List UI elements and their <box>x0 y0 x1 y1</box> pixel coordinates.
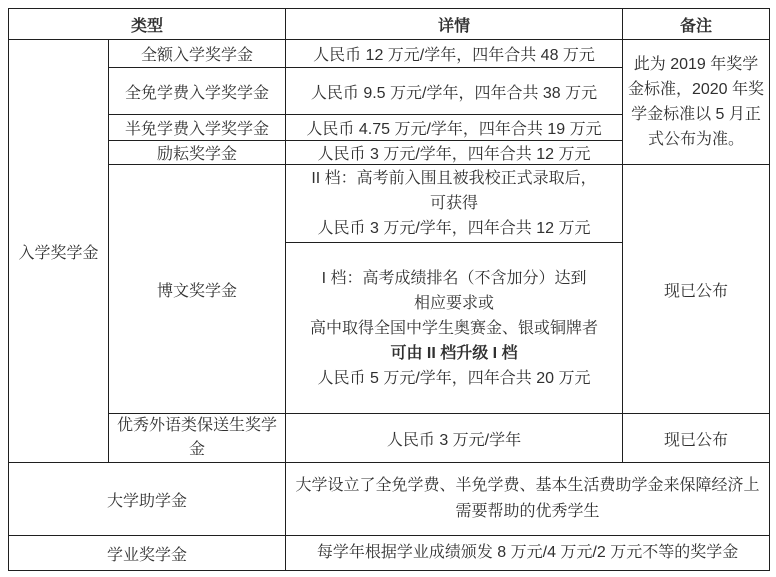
table-header-row <box>9 9 770 40</box>
col-header-details: 详情 <box>286 9 623 40</box>
cell-remark-bowen: 现已公布 <box>623 165 770 414</box>
cell-type-liyun: 励耘奖学金 <box>109 141 286 165</box>
col-header-remarks: 备注 <box>623 9 770 40</box>
tier1-line-upgrade-bold: 可由 II 档升级 I 档 <box>390 344 518 362</box>
cell-detail-full: 人民币 12 万元/学年，四年合共 48 万元 <box>286 40 623 68</box>
cell-detail-liyun: 人民币 3 万元/学年，四年合共 12 万元 <box>286 141 623 165</box>
cell-type-full-tuition: 全免学费入学奖学金 <box>109 68 286 115</box>
table-row <box>9 536 770 571</box>
cell-type-bowen: 博文奖学金 <box>109 165 286 414</box>
tier2-line-3: 人民币 3 万元/学年，四年合共 12 万元 <box>317 220 591 237</box>
cell-detail-bowen-tier1 <box>286 243 623 414</box>
cell-type-language: 优秀外语类保送生奖学金 <box>109 414 286 463</box>
cell-remark-2019: 此为 2019 年奖学金标准，2020 年奖学金标准以 5 月正式公布为准。 <box>623 40 770 165</box>
scholarship-table <box>8 8 770 571</box>
cell-remark-language: 现已公布 <box>623 414 770 463</box>
cell-detail-full-tuition: 人民币 9.5 万元/学年，四年合共 38 万元 <box>286 68 623 115</box>
table-row <box>9 463 770 536</box>
cell-type-academic: 学业奖学金 <box>9 536 286 571</box>
col-header-type: 类型 <box>9 9 286 40</box>
cell-category-entrance: 入学奖学金 <box>9 40 109 463</box>
cell-type-university-aid: 大学助学金 <box>9 463 286 536</box>
cell-detail-language: 人民币 3 万元/学年 <box>286 414 623 463</box>
tier1-line-2: 相应要求或 <box>414 294 495 312</box>
cell-detail-bowen-tier2 <box>286 165 623 243</box>
tier2-line-2: 可获得 <box>430 195 479 212</box>
tier1-line-1: I 档：高考成绩排名（不含加分）达到 <box>321 269 587 287</box>
cell-type-full: 全额入学奖学金 <box>109 40 286 68</box>
table-row <box>9 40 770 68</box>
cell-type-half-tuition: 半免学费入学奖学金 <box>109 115 286 141</box>
cell-detail-half-tuition: 人民币 4.75 万元/学年，四年合共 19 万元 <box>286 115 623 141</box>
table-row <box>9 414 770 463</box>
cell-detail-academic: 每学年根据学业成绩颁发 8 万元/4 万元/2 万元不等的奖学金 <box>286 536 770 571</box>
table-row <box>9 165 770 243</box>
tier2-line-1: II 档：高考前入围且被我校正式录取后， <box>311 170 597 187</box>
tier1-line-3: 高中取得全国中学生奥赛金、银或铜牌者 <box>310 319 599 337</box>
tier1-line-5: 人民币 5 万元/学年，四年合共 20 万元 <box>317 369 591 387</box>
cell-detail-university-aid: 大学设立了全免学费、半免学费、基本生活费助学金来保障经济上需要帮助的优秀学生 <box>286 463 770 536</box>
